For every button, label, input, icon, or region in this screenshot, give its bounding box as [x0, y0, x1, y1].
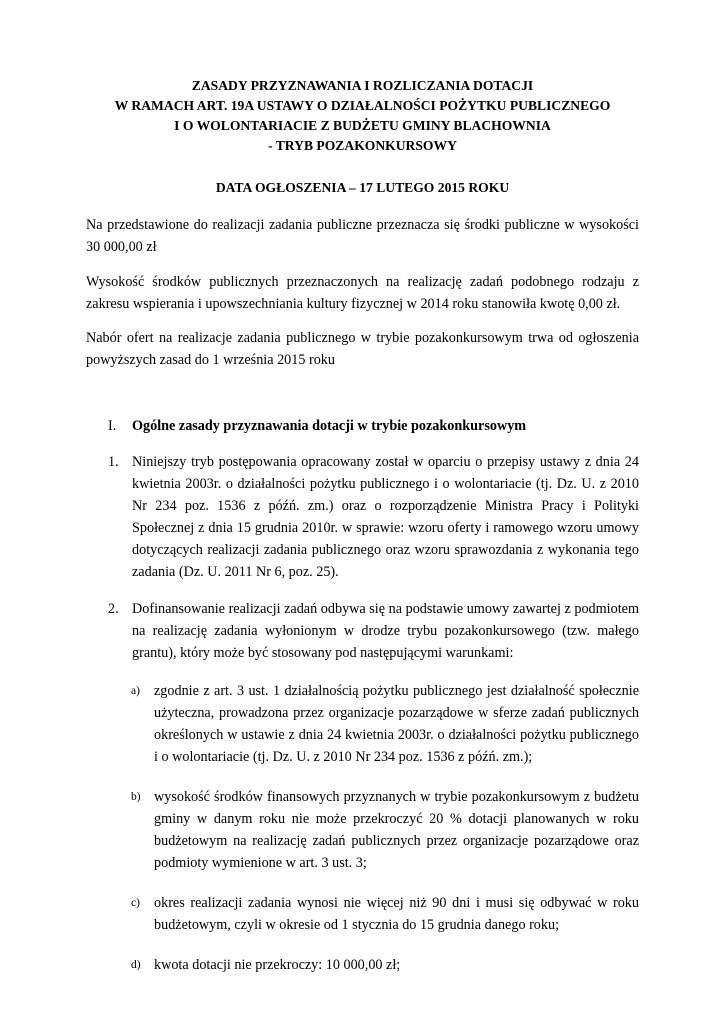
section-number: I.: [108, 418, 117, 434]
sublist-item-letter: c): [131, 897, 140, 909]
intro-paragraph-funds: Na przedstawione do realizacji zadania publiczne przeznacza się środki publiczne w wysokości 30 000,00 zł: [86, 217, 639, 255]
list-item-number: 1.: [108, 454, 119, 470]
sublist-item-text: kwota dotacji nie przekroczy: 10 000,00 zł;: [154, 957, 401, 973]
list-item-number: 2.: [108, 601, 119, 617]
section-heading: [86, 415, 639, 437]
list-item-text: Dofinansowanie realizacji zadań odbywa się na podstawie umowy zawartej z podmiotem na realizację zadania wyłonionym w drodze trybu pozakonkursowego (tzw. małego grantu), który może być stosowany pod następującymi warunkami:: [132, 601, 639, 661]
lettered-list: [86, 680, 639, 976]
sublist-item-letter: b): [131, 791, 141, 803]
sublist-item: [131, 892, 639, 936]
numbered-list: [86, 451, 639, 664]
title-line: ZASADY PRZYZNAWANIA I ROZLICZANIA DOTACJI: [191, 78, 534, 93]
title-line: W RAMACH ART. 19A USTAWY O DZIAŁALNOŚCI POŻYTKU PUBLICZNEGO: [114, 98, 611, 113]
list-item-text: Niniejszy tryb postępowania opracowany został w oparciu o przepisy ustawy z dnia 24 kwietnia 2003r. o działalności pożytku publicznego i o wolontariacie (tj. Dz. U. z 2010 Nr 234 poz. 1536 z późń. zm.) oraz o rozporządzenie Ministra Pracy i Polityki Społecznej z dnia 15 grudnia 2010r. w sprawie: wzoru oferty i ramowego wzoru umowy dotyczących realizacji zadania publicznego oraz wzoru sprawozdania z wykonania tego zadania (Dz. U. 2011 Nr 6, poz. 25).: [132, 454, 639, 580]
title-line: - TRYB POZAKONKURSOWY: [268, 138, 457, 153]
sublist-item-text: okres realizacji zadania wynosi nie więcej niż 90 dni i musi się odbywać w roku budżetowym, czyli w okresie od 1 stycznia do 15 grudnia danego roku;: [154, 895, 639, 933]
list-item: [108, 451, 639, 583]
sublist-item-text: zgodnie z art. 3 ust. 1 działalnością pożytku publicznego jest działalność społecznie użyteczna, prowadzona przez organizacje pozarządowe w sferze zadań publicznych określonych w ustawie z dnia 24 kwietnia 2003r. o działalności pożytku publicznego i o wolontariacie (tj. Dz. U. z 2010 Nr 234 poz. 1536 z późń. zm.);: [154, 683, 639, 765]
sublist-item-text: wysokość środków finansowych przyznanych w trybie pozakonkursowym z budżetu gminy w danym roku nie może przekroczyć 20 % dotacji planowanych w roku budżetowym na realizację zadań publicznych przez organizacje pozarządowe oraz podmioty wymienione w art. 3 ust. 3;: [154, 789, 639, 871]
sublist-item: [131, 954, 639, 976]
intro-paragraph-deadline: Nabór ofert na realizacje zadania publicznego w trybie pozakonkursowym trwa od ogłoszenia powyższych zasad do 1 września 2015 roku: [86, 330, 639, 368]
sublist-item: [131, 680, 639, 768]
sublist-item: [131, 786, 639, 874]
announcement-date: DATA OGŁOSZENIA – 17 LUTEGO 2015 ROKU: [215, 180, 510, 195]
title-line: I O WOLONTARIACIE Z BUDŻETU GMINY BLACHOWNIA: [174, 118, 551, 133]
intro-paragraph-previous-year: Wysokość środków publicznych przeznaczonych na realizację zadań podobnego rodzaju z zakresu wspierania i upowszechniania kultury fizycznej w 2014 roku stanowiła kwotę 0,00 zł.: [86, 274, 639, 312]
sublist-item-letter: d): [131, 959, 141, 971]
section-title: Ogólne zasady przyznawania dotacji w trybie pozakonkursowym: [132, 418, 527, 434]
document-title: [86, 76, 639, 156]
sublist-item-letter: a): [131, 685, 140, 697]
list-item: [108, 598, 639, 664]
